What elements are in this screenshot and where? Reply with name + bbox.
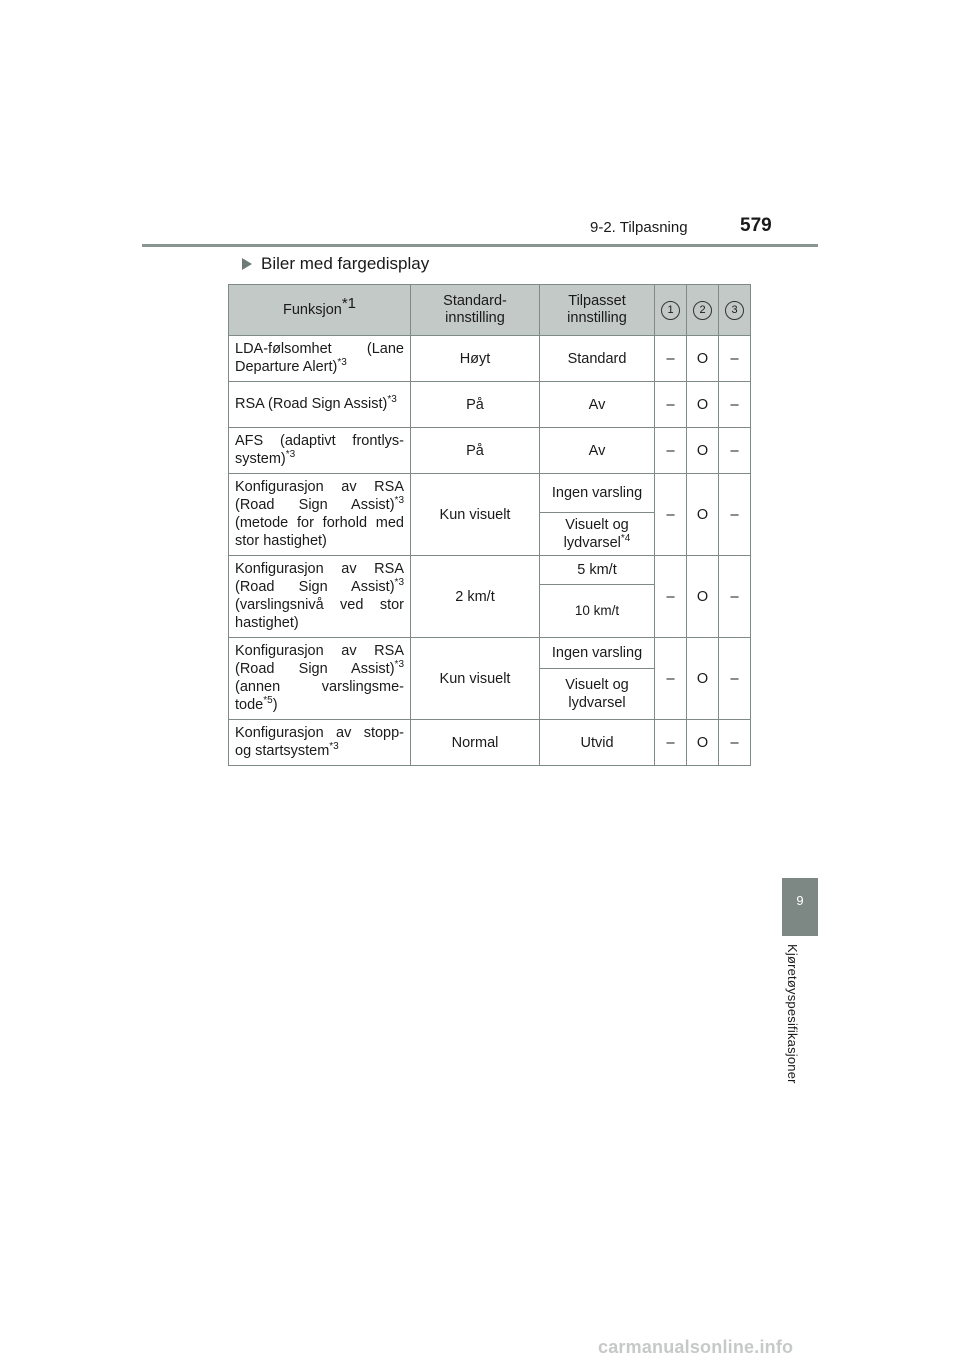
table-row bbox=[229, 428, 751, 474]
circled-1-icon: 1 bbox=[661, 301, 680, 320]
chapter-number: 9 bbox=[796, 893, 804, 908]
col3-cell: – bbox=[719, 428, 751, 474]
col1-cell: – bbox=[655, 720, 687, 766]
col2-cell: O bbox=[687, 336, 719, 382]
function-cell: LDA-følsomhet (Lane Departure Alert)$^{*3}$ bbox=[229, 336, 411, 382]
header-divider bbox=[142, 244, 818, 247]
custom-option-cell: Ingen varsling bbox=[540, 474, 655, 513]
default-cell: På bbox=[411, 428, 540, 474]
column-header-custom: Tilpasset innstilling bbox=[540, 285, 655, 336]
table-row bbox=[229, 556, 751, 585]
col2-cell: O bbox=[687, 638, 719, 720]
column-header-function bbox=[229, 285, 411, 336]
function-cell: Konfigurasjon av RSA (Road Sign Assist)$^{*3}$ (varslingsnivå ved stor hastighet) bbox=[229, 556, 411, 638]
column-header-default: Standard- innstilling bbox=[411, 285, 540, 336]
default-cell: Normal bbox=[411, 720, 540, 766]
function-cell: RSA (Road Sign Assist)$^{*3}$ bbox=[229, 382, 411, 428]
col3-cell: – bbox=[719, 474, 751, 556]
col2-cell: O bbox=[687, 428, 719, 474]
section-title: 9-2. Tilpasning bbox=[590, 219, 688, 236]
col1-cell: – bbox=[655, 474, 687, 556]
function-cell: Konfigurasjon av RSA (Road Sign Assist)$^{*3}$ (annen varslingsme-tode$^{*5}$) bbox=[229, 638, 411, 720]
table-row bbox=[229, 720, 751, 766]
col2-cell: O bbox=[687, 556, 719, 638]
col1-cell: – bbox=[655, 638, 687, 720]
default-cell: Kun visuelt bbox=[411, 474, 540, 556]
chapter-tab bbox=[782, 878, 818, 936]
col2-cell: O bbox=[687, 474, 719, 556]
custom-cell: Utvid bbox=[540, 720, 655, 766]
col2-cell: O bbox=[687, 720, 719, 766]
custom-cell: Av bbox=[540, 382, 655, 428]
col3-cell: – bbox=[719, 336, 751, 382]
table-header-row bbox=[229, 285, 751, 336]
table-row bbox=[229, 336, 751, 382]
circled-2-icon: 2 bbox=[693, 301, 712, 320]
col3-cell: – bbox=[719, 382, 751, 428]
custom-option-cell: 10 km/t bbox=[540, 585, 655, 638]
table-row bbox=[229, 474, 751, 513]
page-number: 579 bbox=[740, 215, 772, 236]
column-header-2 bbox=[687, 285, 719, 336]
custom-cell: Av bbox=[540, 428, 655, 474]
col3-cell: – bbox=[719, 720, 751, 766]
default-cell: Kun visuelt bbox=[411, 638, 540, 720]
custom-option-cell: Visuelt og lydvarsel bbox=[540, 669, 655, 720]
column-header-3 bbox=[719, 285, 751, 336]
custom-option-cell: Ingen varsling bbox=[540, 638, 655, 669]
watermark: carmanualsonline.info bbox=[598, 1337, 794, 1357]
chapter-label: Kjøretøyspesifikasjoner bbox=[785, 944, 800, 1084]
table-row bbox=[229, 638, 751, 669]
circled-3-icon: 3 bbox=[725, 301, 744, 320]
col1-cell: – bbox=[655, 428, 687, 474]
function-cell: Konfigurasjon av RSA (Road Sign Assist)$^{*3}$ (metode for forhold med stor hastighet) bbox=[229, 474, 411, 556]
function-cell: AFS (adaptivt frontlys-system)$^{*3}$ bbox=[229, 428, 411, 474]
col1-cell: – bbox=[655, 556, 687, 638]
custom-cell: Standard bbox=[540, 336, 655, 382]
default-cell: På bbox=[411, 382, 540, 428]
col3-cell: – bbox=[719, 556, 751, 638]
function-cell: Konfigurasjon av stopp- og startsystem$^{*3}$ bbox=[229, 720, 411, 766]
col1-cell: – bbox=[655, 382, 687, 428]
subheading bbox=[242, 254, 429, 274]
col1-cell: – bbox=[655, 336, 687, 382]
custom-option-cell: 5 km/t bbox=[540, 556, 655, 585]
settings-table bbox=[228, 284, 751, 766]
col3-cell: – bbox=[719, 638, 751, 720]
subheading-text: Biler med fargedisplay bbox=[261, 254, 430, 273]
triangle-bullet-icon bbox=[242, 258, 252, 270]
table-row bbox=[229, 382, 751, 428]
column-header-1 bbox=[655, 285, 687, 336]
custom-option-cell: Visuelt og lydvarsel$^{*4}$ bbox=[540, 513, 655, 556]
default-cell: 2 km/t bbox=[411, 556, 540, 638]
default-cell: Høyt bbox=[411, 336, 540, 382]
footnote-marker: *1 bbox=[341, 294, 357, 312]
col2-cell: O bbox=[687, 382, 719, 428]
column-header-function-label: Funksjon bbox=[282, 301, 342, 318]
